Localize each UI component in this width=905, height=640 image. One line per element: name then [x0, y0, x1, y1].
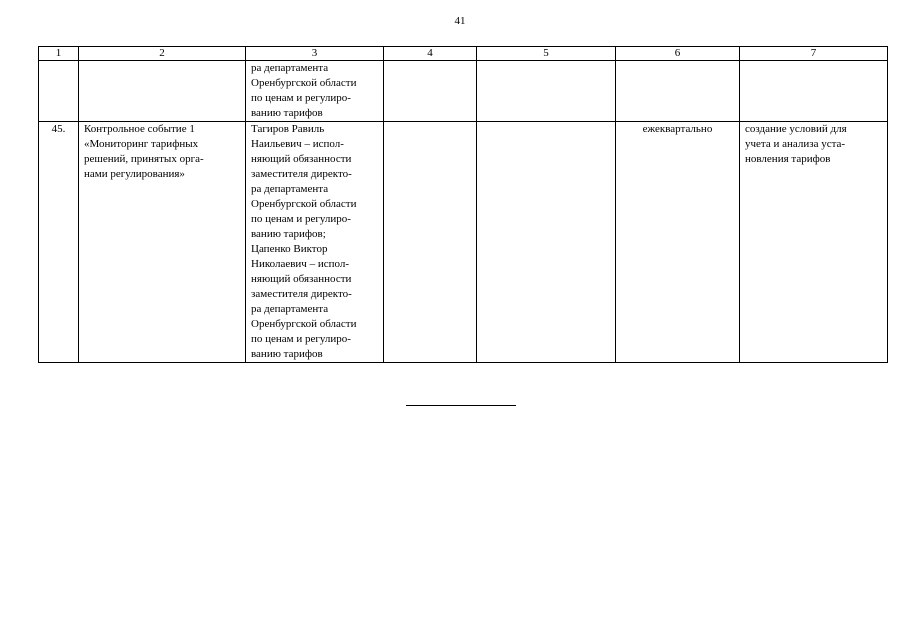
column-header-3: 3	[246, 47, 384, 61]
table-header-row	[39, 47, 888, 61]
cell-45-5	[477, 122, 616, 363]
table-row-continuation	[39, 61, 888, 122]
result-cell: создание условий для учета и анализа уста- новления тарифов	[740, 122, 888, 363]
cell-continuation-2	[79, 61, 246, 122]
page-number: 41	[454, 15, 466, 27]
frequency-cell: ежеквартально	[616, 122, 740, 363]
cell-continuation-3: ра департамента Оренбургской области по ценам и регулиро- ванию тарифов	[246, 61, 384, 122]
cell-continuation-6	[616, 61, 740, 122]
column-header-4: 4	[384, 47, 477, 61]
footer-separator-line	[406, 405, 516, 406]
cell-continuation-5	[477, 61, 616, 122]
row-number: 45.	[39, 122, 79, 363]
plan-table	[38, 46, 888, 363]
cell-continuation-1	[39, 61, 79, 122]
table-row-45	[39, 122, 888, 363]
column-header-2: 2	[79, 47, 246, 61]
column-header-1: 1	[39, 47, 79, 61]
responsible-cell: Тагиров Равиль Наильевич – испол- няющий обязанности заместителя директо- ра департамента Оренбургской области по ценам и регулиро- ванию тарифов; Цапенко Виктор Николаевич – испол- няющий обязанности заместителя директо- ра департамента Оренбургской области по ценам и регулиро- ванию тарифов	[246, 122, 384, 363]
column-header-5: 5	[477, 47, 616, 61]
cell-continuation-7	[740, 61, 888, 122]
column-header-7: 7	[740, 47, 888, 61]
cell-45-4	[384, 122, 477, 363]
cell-continuation-4	[384, 61, 477, 122]
column-header-6: 6	[616, 47, 740, 61]
control-event-cell: Контрольное событие 1 «Мониторинг тарифных решений, принятых орга- нами регулирования»	[79, 122, 246, 363]
